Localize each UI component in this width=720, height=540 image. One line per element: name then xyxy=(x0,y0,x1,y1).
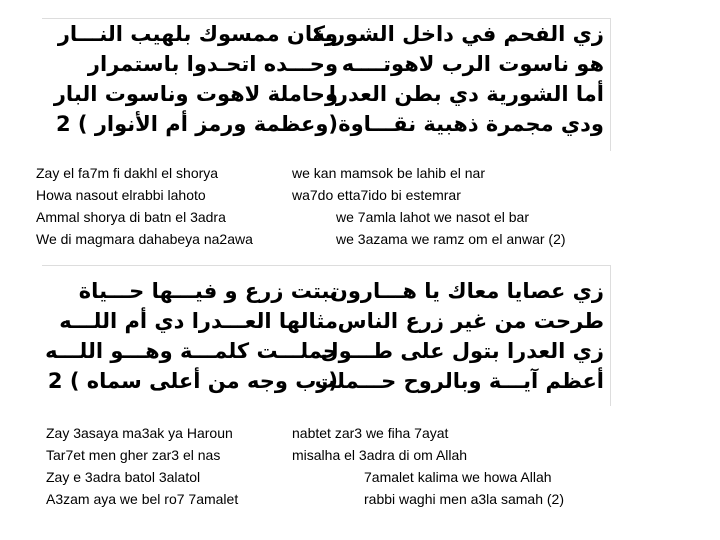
bottom-translit-left-column xyxy=(46,422,238,510)
arabic-line: نبتت زرع و فيـــها حـــياة xyxy=(78,279,338,303)
translit-line: we 3azama we ramz om el anwar (2) xyxy=(336,231,566,247)
arabic-line: (وعظمة ورمز أم الأنوار ) 2 xyxy=(55,112,338,136)
bottom-arabic-left-column xyxy=(45,276,338,396)
translit-line: Zay e 3adra batol 3alatol xyxy=(46,469,201,485)
arabic-line: طرحت من غير زرع الناس xyxy=(337,309,604,333)
arabic-line: أما الشورية دي بطن العدرا xyxy=(328,82,604,106)
translit-line: Zay 3asaya ma3ak ya Haroun xyxy=(46,425,233,441)
translit-line: Howa nasout elrabbi lahoto xyxy=(36,187,206,203)
arabic-line: وكان ممسوك بلهيب النـــار xyxy=(57,22,338,46)
arabic-line: ودي مجمرة ذهبية نقـــاوة xyxy=(338,112,604,136)
arabic-line: زي العدرا بتول على طـــول xyxy=(320,339,604,363)
translit-line: A3zam aya we bel ro7 7amalet xyxy=(46,491,239,507)
top-arabic-verse xyxy=(42,18,611,151)
translit-line: Tar7et men gher zar3 el nas xyxy=(46,447,221,463)
top-translit-left-column xyxy=(36,162,253,250)
bottom-arabic-verse xyxy=(42,265,611,406)
arabic-line: زي عصايا معاك يا هـــارون xyxy=(329,279,604,303)
bottom-arabic-right-column xyxy=(314,276,604,396)
translit-line: misalha el 3adra di om Allah xyxy=(292,447,468,463)
translit-line: we kan mamsok be lahib el nar xyxy=(292,165,485,181)
translit-line: Ammal shorya di batn el 3adra xyxy=(36,209,226,225)
translit-line: nabtet zar3 we fiha 7ayat xyxy=(292,425,449,441)
translit-line: rabbi waghi men a3la samah (2) xyxy=(364,491,564,507)
translit-line: we 7amla lahot we nasot el bar xyxy=(336,209,529,225)
arabic-line: حملـــت كلمـــة وهـــو اللـــه xyxy=(45,339,338,363)
arabic-line: وحاملة لاهوت وناسوت البار xyxy=(53,82,338,106)
arabic-line: وحـــده اتحـدوا باستمرار xyxy=(87,52,338,76)
translit-line: wa7do etta7ido bi estemrar xyxy=(292,187,461,203)
arabic-line: مثالها العـــدرا دي أم اللـــه xyxy=(59,309,338,333)
top-arabic-left-column xyxy=(48,19,338,139)
translit-line: We di magmara dahabeya na2awa xyxy=(36,231,253,247)
arabic-line: هو ناسوت الرب لاهوتــــه xyxy=(341,52,604,76)
translit-line: Zay el fa7m fi dakhl el shorya xyxy=(36,165,219,181)
arabic-line: زي الفحم في داخل الشورية xyxy=(312,22,604,46)
arabic-line: أعظم آيـــة وبالروح حـــملت xyxy=(314,369,604,393)
arabic-line: (رب وجه من أعلى سماه ) 2 xyxy=(47,369,338,393)
top-arabic-right-column xyxy=(314,19,604,139)
translit-line: 7amalet kalima we howa Allah xyxy=(364,469,552,485)
